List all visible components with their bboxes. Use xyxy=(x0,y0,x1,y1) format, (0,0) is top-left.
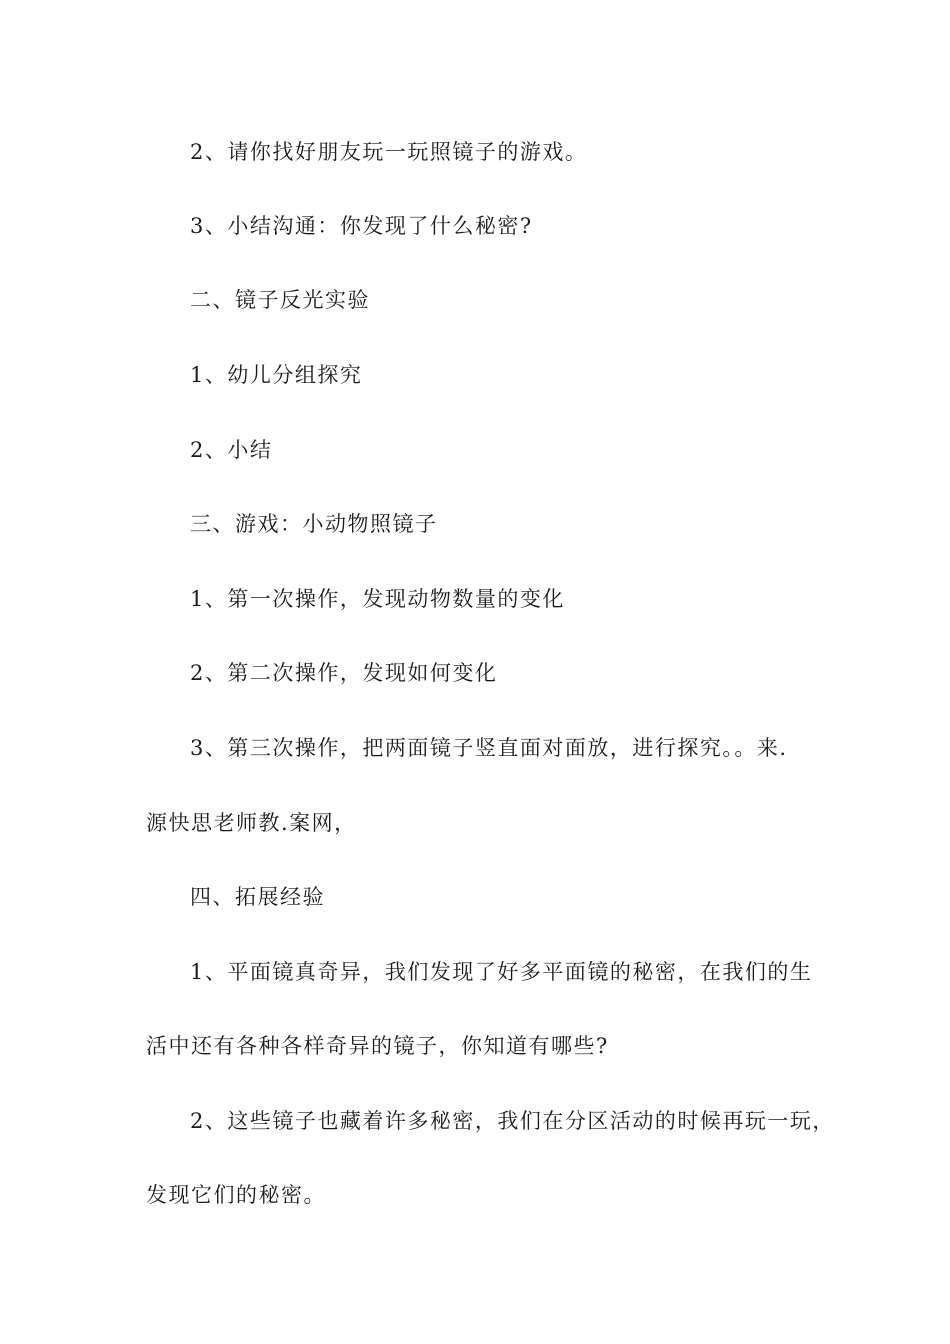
text-line: 1、平面镜真奇异，我们发现了好多平面镜的秘密，在我们的生 xyxy=(190,960,813,984)
text-line: 2、小结 xyxy=(190,438,273,462)
text-line: 3、第三次操作，把两面镜子竖直面对面放，进行探究。。来. xyxy=(190,736,788,760)
text-line: 3、小结沟通：你发现了什么秘密? xyxy=(190,214,533,238)
section-heading: 四、拓展经验 xyxy=(190,885,325,909)
section-heading: 三、游戏：小动物照镜子 xyxy=(190,512,438,536)
text-line: 2、这些镜子也藏着许多秘密，我们在分区活动的时候再玩一玩， xyxy=(190,1109,835,1133)
text-line: 发现它们的秘密。 xyxy=(146,1183,326,1207)
text-line: 2、第二次操作，发现如何变化 xyxy=(190,661,498,685)
text-line: 源快思老师教.案网， xyxy=(146,811,357,835)
text-line: 2、请你找好朋友玩一玩照镜子的游戏。 xyxy=(190,140,588,164)
section-heading: 二、镜子反光实验 xyxy=(190,288,370,312)
text-line: 活中还有各种各样奇异的镜子，你知道有哪些? xyxy=(146,1034,609,1058)
text-line: 1、第一次操作，发现动物数量的变化 xyxy=(190,587,565,611)
text-line: 1、幼儿分组探究 xyxy=(190,363,363,387)
